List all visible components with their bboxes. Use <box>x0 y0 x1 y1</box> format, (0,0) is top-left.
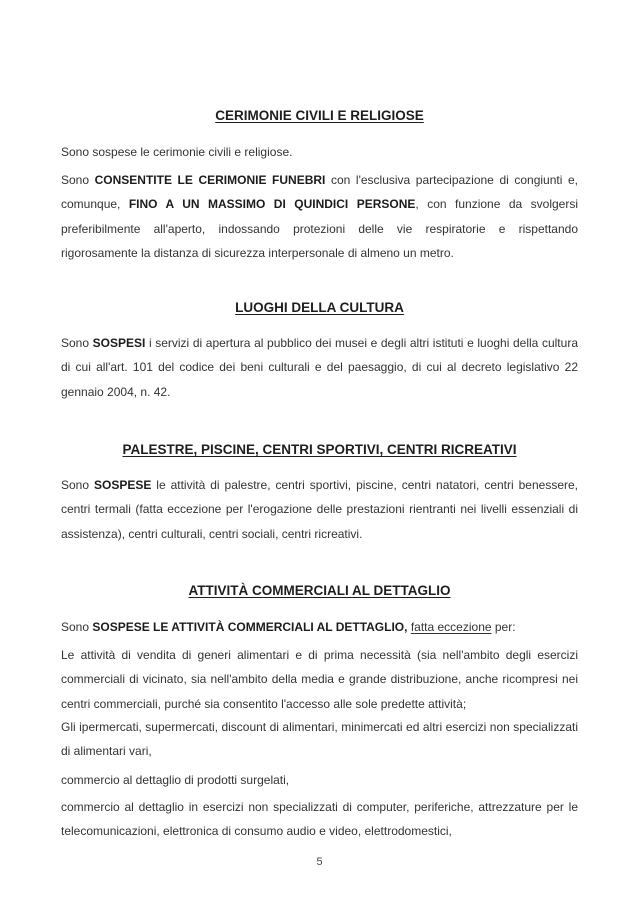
underlined-run: fatta eccezione <box>410 620 492 634</box>
paragraph-ipermercati: Gli ipermercati, supermercati, discount di alimentari, minimercati ed altri esercizi non specializzati di alimentari vari, <box>61 720 578 759</box>
text-run: Sono <box>61 336 93 350</box>
paragraph-generi-alimentari: Le attività di vendita di generi alimentari e di prima necessità (sia nell'ambito degli esercizi commerciali di vicinato, sia nell'ambito della media e grande distribuzione, anche ricompresi nei centri commerciali, purché sia consentito l'accesso alle sole predette attività; <box>61 648 578 711</box>
bold-run: SOSPESE LE ATTIVITÀ COMMERCIALI AL DETTAGLIO, <box>92 620 408 634</box>
paragraph-attivita-sospese <box>61 615 578 639</box>
text-run: i servizi di apertura al pubblico dei musei e degli altri istituti e luoghi della cultura di cui all'art. 101 del codice dei beni culturali e del paesaggio, di cui al decreto legislativo 22 gennaio 2004, n. 42. <box>61 336 578 399</box>
heading-cerimonie: CERIMONIE CIVILI E RELIGIOSE <box>215 108 424 123</box>
text-run: per: <box>491 620 516 634</box>
heading-palestre: PALESTRE, PISCINE, CENTRI SPORTIVI, CENTRI RICREATIVI <box>122 442 517 457</box>
paragraph-surgelati: commercio al dettaglio di prodotti surgelati, <box>61 773 290 787</box>
heading-attivita-commerciali: ATTIVITÀ COMMERCIALI AL DETTAGLIO <box>188 583 451 598</box>
paragraph-luoghi-cultura <box>61 331 578 404</box>
bold-run: SOSPESI <box>92 336 146 350</box>
page-number: 5 <box>316 856 323 868</box>
document-page <box>61 0 578 900</box>
bold-run: CONSENTITE LE CERIMONIE FUNEBRI <box>94 173 326 187</box>
text-run: , con funzione da svolgersi preferibilmente all'aperto, indossando protezioni delle vie respiratorie e rispettando rigorosamente la distanza di sicurezza interpersonale di almeno un metro. <box>61 197 578 260</box>
text-run: con l'esclusiva partecipazione di congiunti e, comunque, <box>61 173 578 212</box>
text-run: le attività di palestre, centri sportivi, piscine, centri natatori, centri benessere, centri termali (fatta eccezione per l'erogazione delle prestazioni rientranti nei livelli essenziali di assistenza), centri culturali, centri sociali, centri ricreativi. <box>61 478 579 541</box>
text-run: Sono <box>61 620 93 634</box>
paragraph-computer: commercio al dettaglio in esercizi non specializzati di computer, periferiche, attrezzature per le telecomunicazioni, elettronica di consumo audio e video, elettrodomestici, <box>61 800 578 839</box>
bold-run: SOSPESE <box>93 478 152 492</box>
heading-luoghi-cultura: LUOGHI DELLA CULTURA <box>235 300 404 315</box>
bold-run: FINO A UN MASSIMO DI QUINDICI PERSONE <box>128 197 416 212</box>
paragraph-cerimonie-sospese: Sono sospese le cerimonie civili e religiose. <box>61 145 293 159</box>
text-run: Sono <box>61 478 94 492</box>
paragraph-cerimonie-funebri <box>61 168 578 265</box>
text-run: Sono <box>61 173 95 187</box>
paragraph-palestre <box>61 473 578 546</box>
